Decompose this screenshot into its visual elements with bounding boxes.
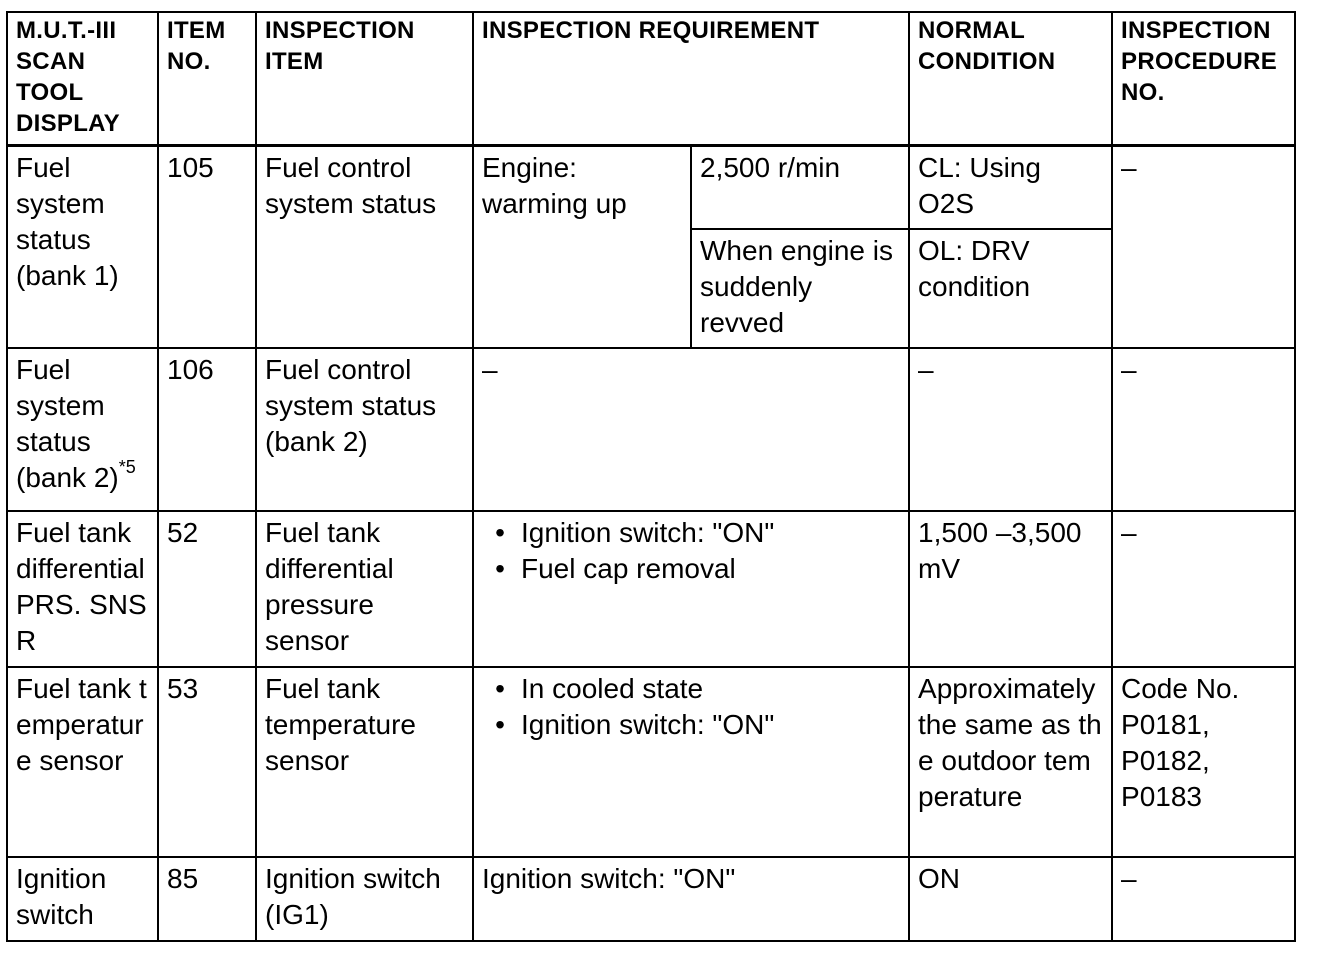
cell-normal: Approximately the same as the outdoor temperature xyxy=(909,667,1112,857)
cell-display: Ignition switch xyxy=(7,857,158,941)
inspection-table xyxy=(6,11,1296,942)
cell-requirement: Ignition switch: "ON" xyxy=(473,857,909,941)
bullet-icon: • xyxy=(495,553,505,584)
header-procedure-no: INSPECTION PROCEDURE NO. xyxy=(1112,12,1295,145)
header-inspection-requirement: INSPECTION REQUIREMENT xyxy=(473,12,909,145)
cell-procedure: Code No. P0181, P0182, P0183 xyxy=(1112,667,1295,857)
cell-procedure: – xyxy=(1112,511,1295,667)
cell-requirement xyxy=(473,511,909,667)
cell-requirement: – xyxy=(473,348,909,511)
requirement-list xyxy=(482,671,900,743)
cell-item-no: 85 xyxy=(158,857,256,941)
cell-display xyxy=(7,348,158,511)
cell-item: Fuel tank temperature sensor xyxy=(256,667,473,857)
table-row xyxy=(7,348,1295,511)
cell-normal: CL: Using O2S xyxy=(909,145,1112,229)
bullet-icon: • xyxy=(495,709,505,740)
requirement-list xyxy=(482,515,900,587)
cell-item-no: 105 xyxy=(158,145,256,348)
cell-requirement xyxy=(473,667,909,857)
cell-item: Fuel tank differential pressure sensor xyxy=(256,511,473,667)
cell-normal: 1,500 –3,500 mV xyxy=(909,511,1112,667)
cell-procedure: – xyxy=(1112,348,1295,511)
header-row xyxy=(7,12,1295,145)
cell-normal: – xyxy=(909,348,1112,511)
cell-requirement: Engine: warming up xyxy=(473,145,691,348)
header-item-no: ITEM NO. xyxy=(158,12,256,145)
cell-normal: ON xyxy=(909,857,1112,941)
table-row xyxy=(7,145,1295,229)
table-row xyxy=(7,857,1295,941)
bullet-icon: • xyxy=(495,673,505,704)
cell-sub-requirement: 2,500 r/min xyxy=(691,145,909,229)
header-normal-condition: NORMAL CONDITION xyxy=(909,12,1112,145)
cell-normal: OL: DRV condition xyxy=(909,229,1112,348)
list-item: • Fuel cap removal xyxy=(482,551,900,587)
bullet-icon: • xyxy=(495,517,505,548)
cell-display-text: Fuel system status (bank 2) xyxy=(16,354,119,493)
cell-item: Ignition switch (IG1) xyxy=(256,857,473,941)
cell-display: Fuel system status (bank 1) xyxy=(7,145,158,348)
cell-procedure: – xyxy=(1112,857,1295,941)
cell-display: Fuel tank differential PRS. SNSR xyxy=(7,511,158,667)
list-item: • In cooled state xyxy=(482,671,900,707)
table-row xyxy=(7,511,1295,667)
list-item: • Ignition switch: "ON" xyxy=(482,515,900,551)
cell-item-no: 53 xyxy=(158,667,256,857)
footnote-marker: *5 xyxy=(118,457,136,477)
table-row xyxy=(7,667,1295,857)
cell-display: Fuel tank temperature sensor xyxy=(7,667,158,857)
header-display: M.U.T.-III SCAN TOOL DISPLAY xyxy=(7,12,158,145)
header-inspection-item: INSPECTION ITEM xyxy=(256,12,473,145)
list-item: • Ignition switch: "ON" xyxy=(482,707,900,743)
cell-item: Fuel control system status xyxy=(256,145,473,348)
cell-sub-requirement: When engine is suddenly revved xyxy=(691,229,909,348)
cell-item-no: 52 xyxy=(158,511,256,667)
cell-item-no: 106 xyxy=(158,348,256,511)
cell-item: Fuel control system status (bank 2) xyxy=(256,348,473,511)
cell-procedure: – xyxy=(1112,145,1295,348)
